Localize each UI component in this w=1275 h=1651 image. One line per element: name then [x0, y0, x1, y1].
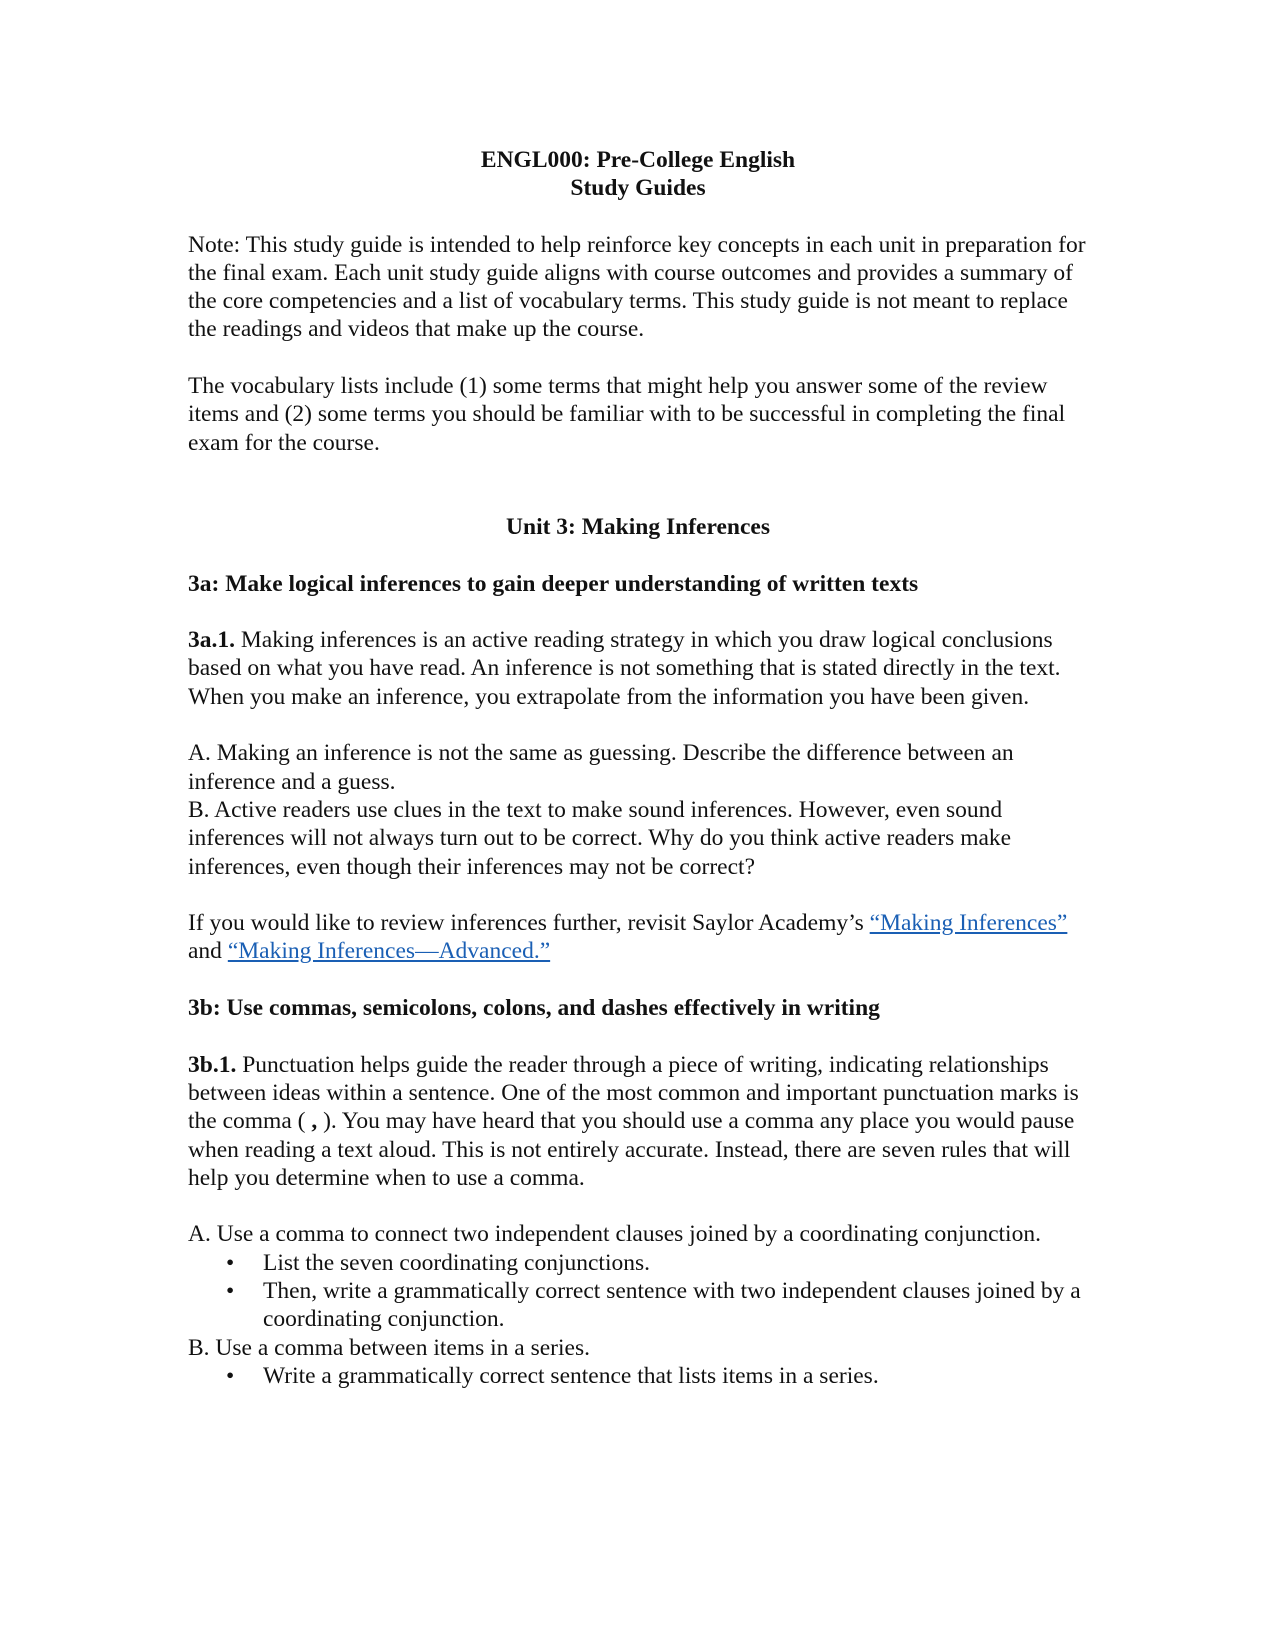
rule-a: A. Use a comma to connect two independent clauses joined by a coordinating conjunction. — [188, 1221, 1041, 1248]
intro-vocab: The vocabulary lists include (1) some terms that might help you answer some of the review items and (2) some terms you should be familiar with to be successful in completing the final exam for the course. — [188, 373, 1066, 456]
course-title: ENGL000: Pre-College English — [480, 147, 796, 173]
item-3a1-label: 3a.1. — [188, 627, 235, 654]
document-page — [188, 146, 1088, 1390]
list-item — [188, 1277, 1088, 1334]
intro-note: Note: This study guide is intended to help reinforce key concepts in each unit in preparation for the final exam. Each unit study guide aligns with course outcomes and provides a summary of the core competencies and a list of vocabulary terms. This study guide is not meant to replace the readings and videos that make up the course. — [188, 231, 1086, 343]
making-inferences-link[interactable]: “Making Inferences” — [869, 910, 1068, 937]
item-3b1-text-2: ). You may have heard that you should use a comma any place you would pause when reading a text aloud. This is not entirely accurate. Instead, there are seven rules that will help you determine when to use a comma. — [188, 1108, 1075, 1191]
rule-a-bullet-list — [188, 1249, 1088, 1334]
unit-heading: Unit 3: Making Inferences — [506, 513, 770, 540]
making-inferences-advanced-link[interactable]: “Making Inferences—Advanced.” — [227, 938, 551, 965]
item-3b1-text-1: Punctuation helps guide the reader through a piece of writing, indicating relationships between ideas within a sentence. One of the most common and important punctuation marks is the comma ( — [188, 1051, 1079, 1135]
bullet-text: Write a grammatically correct sentence that lists items in a series. — [263, 1362, 879, 1389]
item-3a1-text: Making inferences is an active reading strategy in which you draw logical conclusions based on what you have read. An inference is not something that is stated directly in the text. When you make an inference, you extrapolate from the information you have been given. — [188, 627, 1061, 710]
question-b: B. Active readers use clues in the text to make sound inferences. However, even sound inferences will not always turn out to be correct. Why do you think active readers make inferences, even though their inferences may not be correct? — [188, 796, 1012, 880]
question-a: A. Making an inference is not the same as guessing. Describe the difference between an inference and a guess. — [188, 740, 1014, 795]
document-subtitle: Study Guides — [570, 175, 706, 202]
bullet-icon: • — [226, 1277, 235, 1304]
section-3b-heading: 3b: Use commas, semicolons, colons, and dashes effectively in writing — [188, 995, 880, 1022]
item-3a1 — [188, 626, 1088, 711]
item-3b1-label: 3b.1. — [188, 1051, 237, 1078]
bullet-icon: • — [226, 1249, 235, 1276]
rule-b: B. Use a comma between items in a series. — [188, 1334, 590, 1361]
bullet-text: Then, write a grammatically correct sentence with two independent clauses joined by a coordinating conjunction. — [263, 1277, 1081, 1333]
review-paragraph — [188, 909, 1088, 966]
review-prefix: If you would like to review inferences further, revisit Saylor Academy’s — [188, 910, 870, 937]
section-3a-heading: 3a: Make logical inferences to gain deeper understanding of written texts — [188, 570, 919, 597]
list-item — [188, 1362, 1088, 1390]
review-and: and — [188, 938, 228, 965]
item-3b1 — [188, 1051, 1088, 1192]
rule-b-bullet-list — [188, 1362, 1088, 1390]
bullet-text: List the seven coordinating conjunctions. — [263, 1249, 651, 1276]
document-header — [188, 146, 1088, 203]
bullet-icon: • — [226, 1362, 235, 1389]
list-item — [188, 1249, 1088, 1277]
comma-glyph: , — [311, 1108, 318, 1135]
